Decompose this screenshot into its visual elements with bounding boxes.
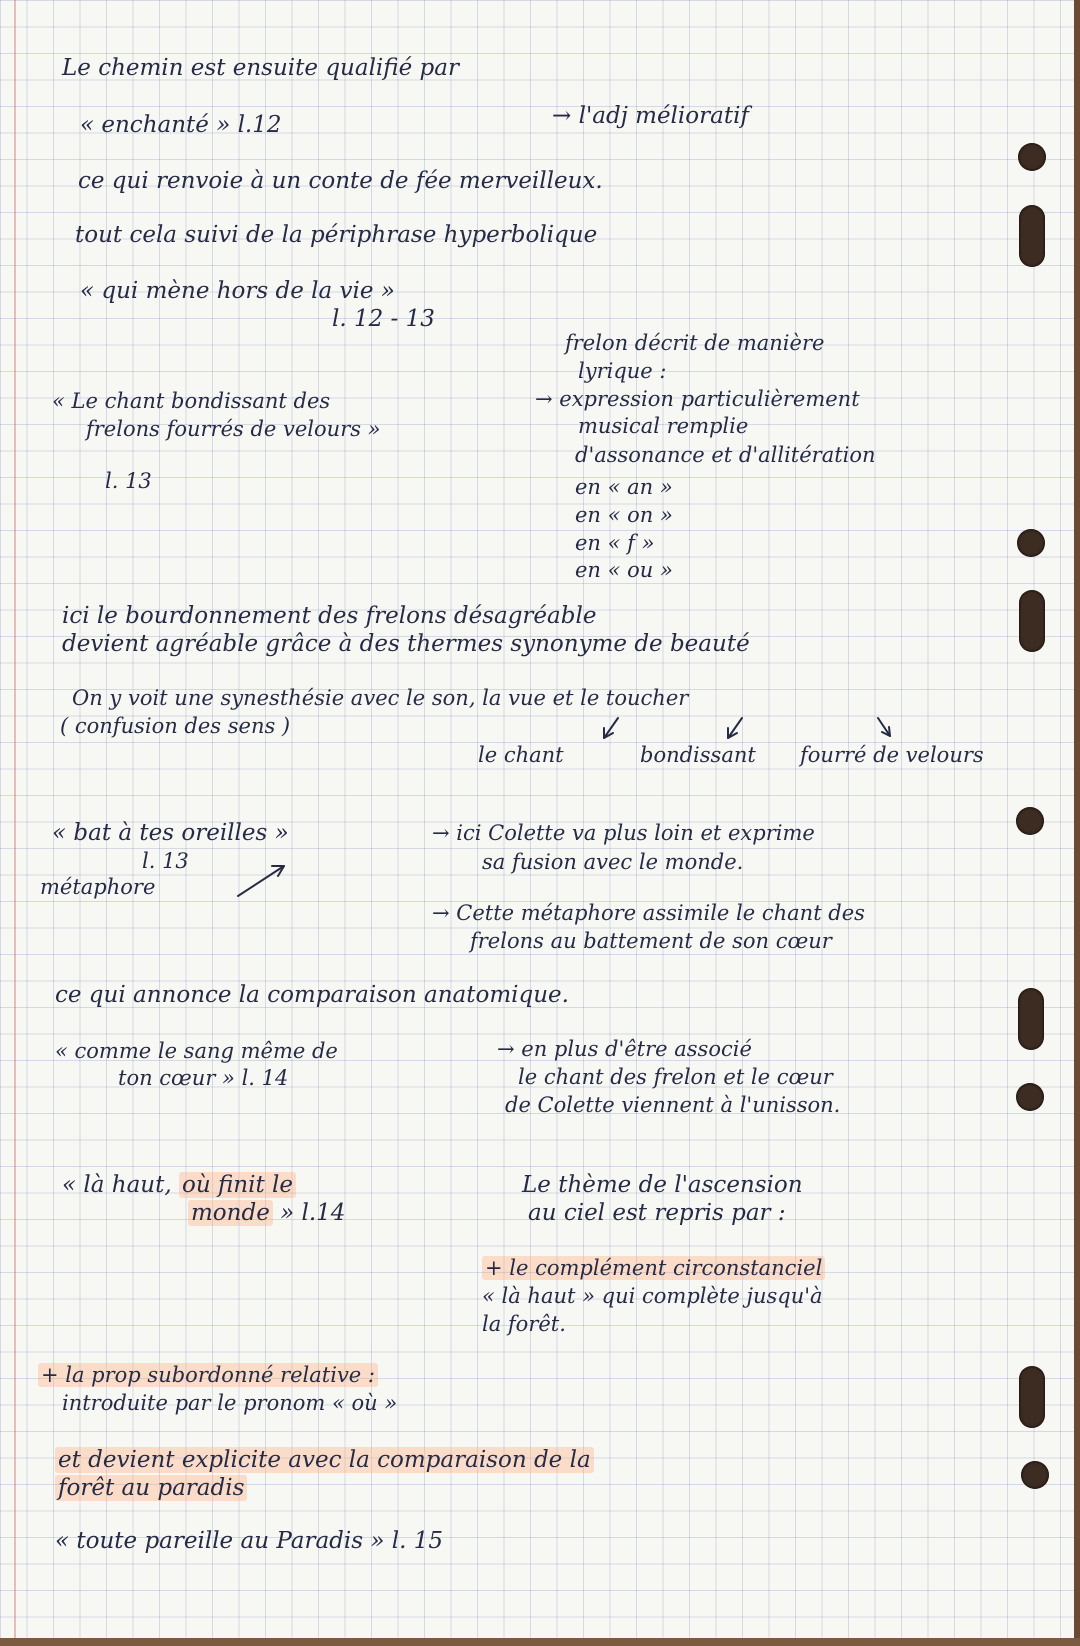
note-line: lyrique :	[578, 359, 667, 383]
note-line: devient agréable grâce à des thermes synonyme de beauté	[62, 631, 750, 657]
line-reference: l. 12 - 13	[332, 306, 435, 332]
note-line: le chant des frelon et le cœur	[518, 1065, 833, 1089]
quote-part: « là haut,	[62, 1172, 172, 1198]
note-quote: « toute pareille au Paradis » l. 15	[55, 1528, 444, 1554]
note-line: frelon décrit de manière	[565, 331, 825, 355]
note-line: → Cette métaphore assimile le chant des	[432, 901, 865, 925]
highlighted-text: et devient explicite avec la comparaison de la	[55, 1447, 594, 1473]
note-quote: « comme le sang même de	[55, 1039, 338, 1063]
line-reference: » l.14	[280, 1200, 346, 1226]
note-line: frelons au battement de son cœur	[470, 929, 832, 953]
note-quote: « Le chant bondissant des	[52, 389, 331, 413]
note-quote: ton cœur » l. 14	[118, 1066, 289, 1090]
note-quote: frelons fourrés de velours »	[86, 417, 381, 441]
sound-item: en « f »	[575, 531, 655, 555]
note-quote: « qui mène hors de la vie »	[80, 278, 395, 304]
note-quote: « bat à tes oreilles »	[52, 820, 289, 846]
note-line: de Colette viennent à l'unisson.	[505, 1093, 841, 1117]
note-line: → l'adj mélioratif	[552, 103, 749, 129]
note-line: ici le bourdonnement des frelons désagréable	[62, 603, 597, 629]
highlighted-text: où finit le	[179, 1172, 296, 1198]
note-line: tout cela suivi de la périphrase hyperbolique	[75, 222, 598, 248]
note-line: d'assonance et d'allitération	[575, 443, 876, 467]
note-line: → ici Colette va plus loin et exprime	[432, 821, 815, 845]
synesthesia-item: le chant	[478, 743, 564, 767]
note-line: musical remplie	[578, 414, 749, 438]
sound-item: en « on »	[575, 503, 673, 527]
highlighted-text: monde	[188, 1200, 273, 1226]
note-line: « là haut » qui complète jusqu'à	[482, 1284, 823, 1308]
sound-item: en « an »	[575, 475, 673, 499]
note-line: sa fusion avec le monde.	[482, 850, 744, 874]
note-line: introduite par le pronom « où »	[62, 1391, 398, 1415]
note-line: ce qui annonce la comparaison anatomique.	[55, 982, 569, 1008]
arrow-icon	[238, 866, 284, 896]
line-reference: l. 13	[105, 469, 152, 493]
note-line: Le thème de l'ascension	[522, 1172, 803, 1198]
note-line: On y voit une synesthésie avec le son, la vue et le toucher	[72, 686, 689, 710]
note-label: métaphore	[40, 875, 156, 899]
synesthesia-item: fourré de velours	[800, 743, 984, 767]
note-line: ce qui renvoie à un conte de fée merveilleux.	[78, 168, 603, 194]
note-line: ( confusion des sens )	[60, 714, 291, 738]
note-line: au ciel est repris par :	[528, 1200, 786, 1226]
highlighted-text: + le complément circonstanciel	[482, 1256, 825, 1280]
highlighted-text: + la prop subordonné relative :	[38, 1363, 378, 1387]
highlighted-text: forêt au paradis	[55, 1475, 247, 1501]
synesthesia-item: bondissant	[640, 743, 756, 767]
note-quote: « enchanté » l.12	[80, 112, 282, 138]
line-reference: l. 13	[142, 849, 189, 873]
note-line: → expression particulièrement	[535, 387, 860, 411]
note-line: la forêt.	[482, 1312, 566, 1336]
sound-item: en « ou »	[575, 558, 673, 582]
note-line: Le chemin est ensuite qualifié par	[62, 55, 459, 81]
note-line: → en plus d'être associé	[497, 1037, 752, 1061]
